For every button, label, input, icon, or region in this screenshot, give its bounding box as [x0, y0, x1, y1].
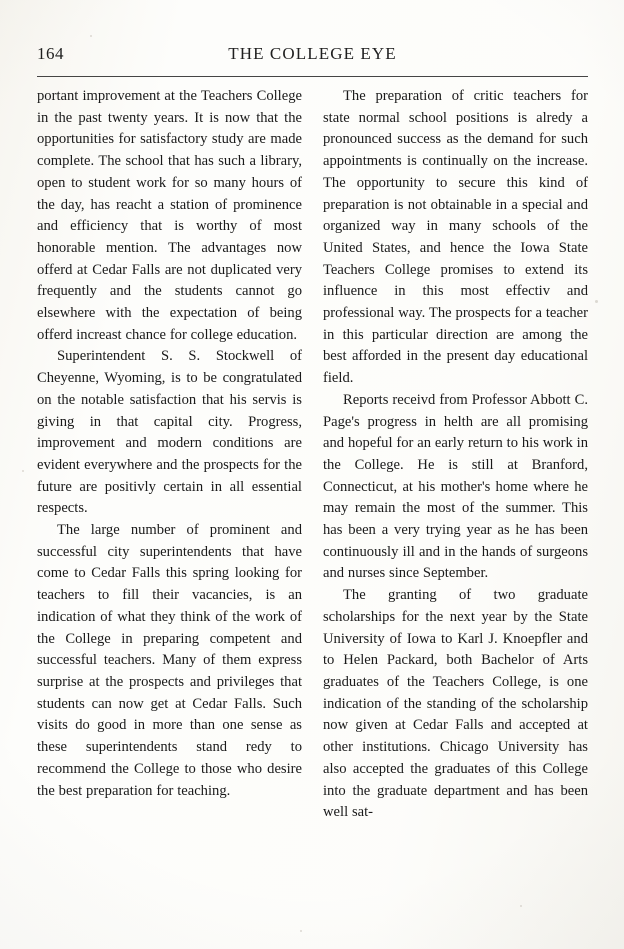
- paragraph: The large number of prominent and successful city superintendents that have come to Cedar Falls this spring looking for teachers to fill their vacancies, is an indication of what they think of the work of the College in preparing competent and successful teachers. Many of them express surprise at the prospects and privileges that students can now get at Cedar Falls. Such visits do good in more than one sense as these superintendents stand redy to recommend the College to those who desire the best preparation for teaching.: [37, 522, 302, 799]
- scan-speckle: [22, 470, 24, 472]
- publication-title: THE COLLEGE EYE: [228, 44, 397, 63]
- paragraph: The preparation of critic teachers for state normal school positions is alredy a pronounced success as the demand for such appointments is continually on the increase. The opportunity to secure this kind of preparation is not obtainable in a special and organized way in many schools of the United States, and hence the Iowa State Teachers College promises to extend its influence in this most effectiv and professional way. The prospects for a teacher in this particular direction are among the best afforded in the present day educational field.: [323, 88, 588, 387]
- body-columns: [37, 86, 588, 936]
- paragraph: Superintendent S. S. Stockwell of Cheyenne, Wyoming, is to be congratulated on the notable satisfaction that his servis is giving in that capital city. Progress, improvement and modern conditions are evident everywhere and the prospects for the future are positivly certain in all essential respects.: [37, 348, 302, 517]
- running-head: [37, 44, 588, 70]
- right-column: [323, 86, 588, 936]
- scan-speckle: [520, 905, 522, 907]
- scan-speckle: [595, 300, 598, 303]
- scan-speckle: [300, 930, 302, 932]
- page-number: 164: [37, 44, 64, 63]
- header-divider-rule: [37, 76, 588, 77]
- paragraph: portant improvement at the Teachers College in the past twenty years. It is now that the opportunities for satisfactory study are made complete. The school that has such a library, open to student work for so many hours of the day, has reacht a station of prominence and efficiency that is worthy of most honorable mention. The advantages now offerd at Cedar Falls are not duplicated very frequently and the students cannot go elsewhere with the expectation of being offerd increast chance for college education.: [37, 88, 302, 343]
- scan-speckle: [90, 35, 92, 37]
- paragraph: Reports receivd from Professor Abbott C. Page's progress in helth are all promising and hopeful for an early return to his work in the College. He is still at Branford, Connecticut, at his mother's home where he may remain the most of the summer. This has been a very trying year as he has been continuously ill and in the hands of surgeons and nurses since September.: [323, 391, 588, 582]
- left-column: [37, 86, 302, 936]
- paragraph: The granting of two graduate scholarships for the next year by the State University of Iowa to Karl J. Knoepfler and to Helen Packard, both Bachelor of Arts graduates of the Teachers College, is one indication of the standing of the scholarship now given at Cedar Falls and accepted at other institutions. Chicago University has also accepted the graduates of this College into the graduate department and has been well sat-: [323, 587, 588, 821]
